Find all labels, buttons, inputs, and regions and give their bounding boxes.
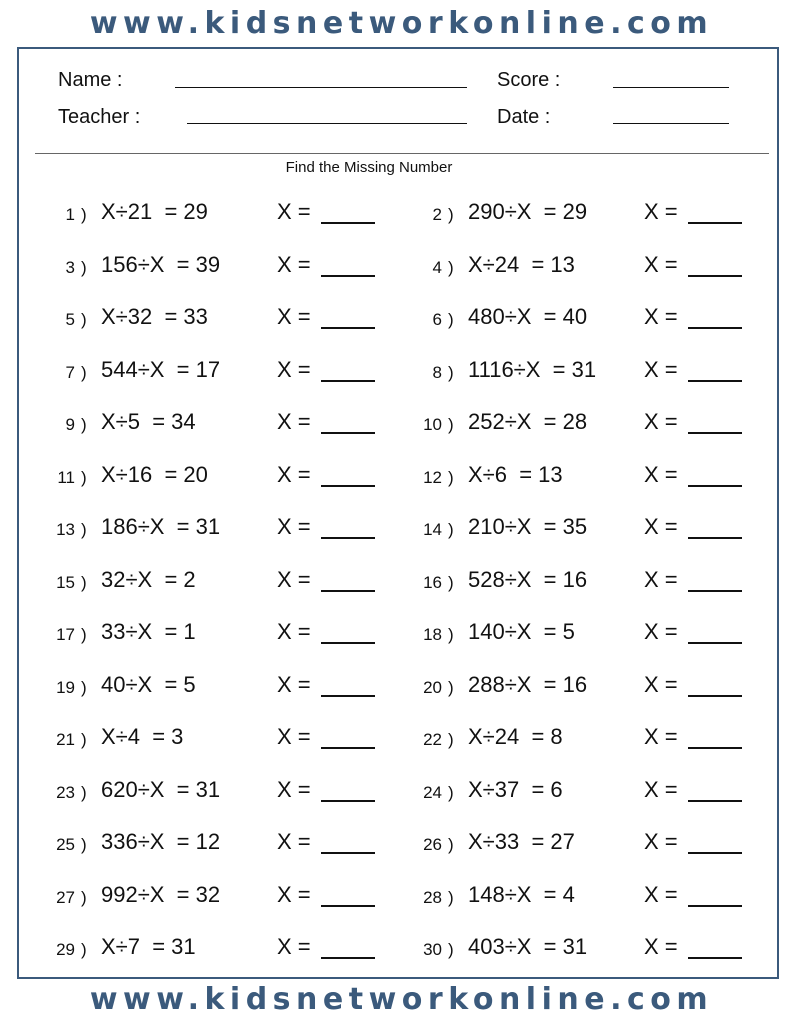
problem-paren: ) [448, 257, 454, 277]
problem-item [402, 462, 752, 492]
answer-label: X = [644, 304, 678, 329]
answer-label: X = [277, 304, 311, 329]
problem-item [35, 304, 385, 334]
problem-number: 6 [432, 310, 442, 329]
problem-paren: ) [448, 887, 454, 907]
problem-paren: ) [448, 467, 454, 487]
answer-blank[interactable] [688, 275, 742, 277]
problem-equation: 140÷X = 5 [468, 619, 575, 644]
answer-label: X = [644, 776, 678, 802]
worksheet-instructions: Find the Missing Number [285, 159, 453, 176]
answer-label: X = [644, 671, 678, 697]
answer-label: X = [277, 881, 311, 907]
problem-item [35, 514, 385, 544]
answer-label: X = [277, 409, 311, 434]
answer-blank[interactable] [688, 642, 742, 644]
problem-equation: 32÷X = 2 [101, 566, 196, 592]
problem-number: 5 [65, 310, 75, 329]
problem-paren: ) [448, 625, 454, 644]
problem-paren: ) [81, 625, 87, 644]
problem-paren: ) [81, 677, 87, 697]
problem-number: 9 [65, 415, 75, 434]
answer-blank[interactable] [688, 957, 742, 959]
header-divider [35, 153, 769, 154]
answer-blank[interactable] [688, 380, 742, 382]
problem-number: 26 [423, 835, 442, 854]
problem-equation: 40÷X = 5 [101, 671, 196, 697]
answer-label: X = [644, 566, 678, 592]
problem-number: 23 [56, 782, 75, 802]
problem-equation: 528÷X = 16 [468, 566, 588, 592]
problem-item [402, 934, 752, 964]
answer-blank[interactable] [321, 800, 375, 802]
teacher-label: Teacher : [58, 106, 141, 128]
answer-label: X = [277, 934, 311, 959]
site-header-url: www.kidsnetworkonline.com [89, 6, 714, 41]
problem-equation: 620÷X = 31 [101, 776, 221, 802]
answer-label: X = [644, 829, 678, 854]
problem-equation: X÷24 = 13 [468, 251, 575, 277]
problem-item [402, 567, 752, 597]
problem-number: 24 [423, 782, 442, 802]
name-line [175, 87, 467, 88]
problem-number: 21 [56, 730, 75, 749]
answer-blank[interactable] [321, 537, 375, 539]
teacher-line [187, 123, 467, 124]
problem-item [35, 357, 385, 387]
answer-label: X = [644, 409, 678, 434]
problem-item [402, 409, 752, 439]
problem-paren: ) [448, 730, 454, 749]
problem-equation: 290÷X = 29 [468, 199, 588, 224]
problem-number: 16 [423, 572, 442, 592]
answer-blank[interactable] [688, 747, 742, 749]
problem-number: 22 [423, 730, 442, 749]
problem-equation: X÷33 = 27 [468, 829, 575, 854]
problem-equation: 288÷X = 16 [468, 671, 588, 697]
answer-blank[interactable] [321, 905, 375, 907]
problem-item [402, 777, 752, 807]
problem-paren: ) [81, 940, 87, 959]
problem-paren: ) [448, 782, 454, 802]
answer-blank[interactable] [321, 642, 375, 644]
answer-label: X = [277, 724, 311, 749]
problem-item [402, 724, 752, 754]
worksheet [17, 47, 779, 979]
answer-label: X = [277, 776, 311, 802]
date-line [613, 123, 729, 124]
problem-paren: ) [81, 415, 87, 434]
problem-paren: ) [448, 677, 454, 697]
answer-blank[interactable] [321, 852, 375, 854]
answer-blank[interactable] [321, 485, 375, 487]
problem-paren: ) [448, 310, 454, 329]
problem-number: 14 [423, 520, 442, 539]
answer-label: X = [644, 199, 678, 224]
problem-item [35, 462, 385, 492]
answer-blank[interactable] [321, 327, 375, 329]
answer-label: X = [644, 251, 678, 277]
problem-number: 10 [423, 415, 442, 434]
problem-number: 13 [56, 520, 75, 539]
problem-paren: ) [81, 730, 87, 749]
answer-blank[interactable] [321, 275, 375, 277]
problem-item [35, 409, 385, 439]
problem-paren: ) [448, 835, 454, 854]
problem-number: 12 [423, 467, 442, 487]
answer-label: X = [644, 881, 678, 907]
problem-paren: ) [81, 520, 87, 539]
problem-item [35, 882, 385, 912]
problem-item [402, 199, 752, 229]
problem-equation: 544÷X = 17 [101, 356, 221, 382]
answer-blank[interactable] [688, 537, 742, 539]
answer-blank[interactable] [321, 957, 375, 959]
problem-number: 25 [56, 835, 75, 854]
score-line [613, 87, 729, 88]
problem-equation: X÷7 = 31 [101, 934, 196, 959]
problem-number: 28 [423, 887, 442, 907]
problem-paren: ) [81, 782, 87, 802]
problem-equation: 336÷X = 12 [101, 829, 221, 854]
answer-label: X = [277, 199, 311, 224]
answer-label: X = [277, 566, 311, 592]
problem-paren: ) [448, 520, 454, 539]
problem-paren: ) [448, 205, 454, 224]
answer-blank[interactable] [688, 327, 742, 329]
problem-number: 2 [432, 205, 442, 224]
problem-item [402, 882, 752, 912]
problem-equation: 148÷X = 4 [468, 881, 575, 907]
problem-equation: X÷16 = 20 [101, 461, 208, 487]
answer-blank[interactable] [321, 380, 375, 382]
problem-item [402, 619, 752, 649]
problem-number: 17 [56, 625, 75, 644]
answer-label: X = [644, 724, 678, 749]
problem-item [35, 199, 385, 229]
problem-number: 4 [432, 257, 442, 277]
answer-label: X = [277, 356, 311, 382]
problem-item [402, 252, 752, 282]
problem-equation: 1116÷X = 31 [468, 356, 597, 382]
answer-label: X = [644, 934, 678, 959]
problem-paren: ) [448, 572, 454, 592]
answer-label: X = [277, 514, 311, 539]
problem-number: 3 [65, 257, 75, 277]
answer-blank[interactable] [688, 852, 742, 854]
problem-number: 27 [56, 887, 75, 907]
problem-equation: 186÷X = 31 [101, 514, 221, 539]
problem-equation: 156÷X = 39 [101, 251, 221, 277]
problem-equation: X÷4 = 3 [101, 724, 184, 749]
problem-equation: X÷5 = 34 [101, 409, 196, 434]
problem-equation: X÷21 = 29 [101, 199, 208, 224]
problem-number: 19 [56, 677, 75, 697]
problem-paren: ) [81, 887, 87, 907]
problem-item [35, 672, 385, 702]
problem-equation: X÷24 = 8 [468, 724, 563, 749]
answer-blank[interactable] [321, 432, 375, 434]
problem-equation: X÷37 = 6 [468, 776, 563, 802]
problem-equation: 252÷X = 28 [468, 409, 588, 434]
problem-number: 7 [65, 362, 75, 382]
problem-equation: X÷32 = 33 [101, 304, 208, 329]
site-footer-url: www.kidsnetworkonline.com [89, 982, 714, 1017]
problem-number: 30 [423, 940, 442, 959]
answer-blank[interactable] [321, 695, 375, 697]
problem-item [35, 777, 385, 807]
problem-equation: 210÷X = 35 [468, 514, 588, 539]
problem-paren: ) [81, 362, 87, 382]
problem-item [402, 304, 752, 334]
problem-paren: ) [81, 310, 87, 329]
problem-item [35, 724, 385, 754]
answer-blank[interactable] [688, 590, 742, 592]
answer-blank[interactable] [688, 222, 742, 224]
answer-blank[interactable] [688, 485, 742, 487]
problem-item [35, 934, 385, 964]
problem-paren: ) [81, 205, 87, 224]
problem-item [402, 672, 752, 702]
answer-label: X = [277, 829, 311, 854]
problem-equation: 480÷X = 40 [468, 304, 588, 329]
problem-paren: ) [448, 362, 454, 382]
answer-label: X = [277, 671, 311, 697]
problem-number: 1 [65, 205, 75, 224]
problem-paren: ) [448, 415, 454, 434]
answer-blank[interactable] [321, 747, 375, 749]
answer-blank[interactable] [321, 590, 375, 592]
problem-equation: 992÷X = 32 [101, 881, 221, 907]
problem-number: 20 [423, 677, 442, 697]
problem-item [402, 829, 752, 859]
problem-paren: ) [81, 467, 87, 487]
problem-number: 11 [57, 467, 75, 487]
problem-item [35, 829, 385, 859]
problem-number: 15 [56, 572, 75, 592]
name-label: Name : [58, 69, 123, 91]
problem-item [35, 567, 385, 597]
problem-paren: ) [81, 257, 87, 277]
answer-blank[interactable] [688, 800, 742, 802]
answer-blank[interactable] [321, 222, 375, 224]
answer-label: X = [277, 251, 311, 277]
problem-paren: ) [448, 940, 454, 959]
problem-item [402, 357, 752, 387]
problem-paren: ) [81, 835, 87, 854]
problem-number: 29 [56, 940, 75, 959]
answer-label: X = [644, 356, 678, 382]
answer-label: X = [277, 461, 311, 487]
problem-equation: X÷6 = 13 [468, 461, 563, 487]
score-label: Score : [497, 69, 561, 91]
answer-label: X = [644, 514, 678, 539]
problem-number: 8 [432, 362, 442, 382]
problem-equation: 33÷X = 1 [101, 619, 196, 644]
answer-blank[interactable] [688, 905, 742, 907]
answer-label: X = [644, 461, 678, 487]
answer-blank[interactable] [688, 695, 742, 697]
problem-item [35, 619, 385, 649]
date-label: Date : [497, 106, 551, 128]
problem-number: 18 [423, 625, 442, 644]
answer-label: X = [644, 619, 678, 644]
answer-label: X = [277, 619, 311, 644]
problem-item [402, 514, 752, 544]
problem-paren: ) [81, 572, 87, 592]
problem-equation: 403÷X = 31 [468, 934, 588, 959]
problem-item [35, 252, 385, 282]
answer-blank[interactable] [688, 432, 742, 434]
